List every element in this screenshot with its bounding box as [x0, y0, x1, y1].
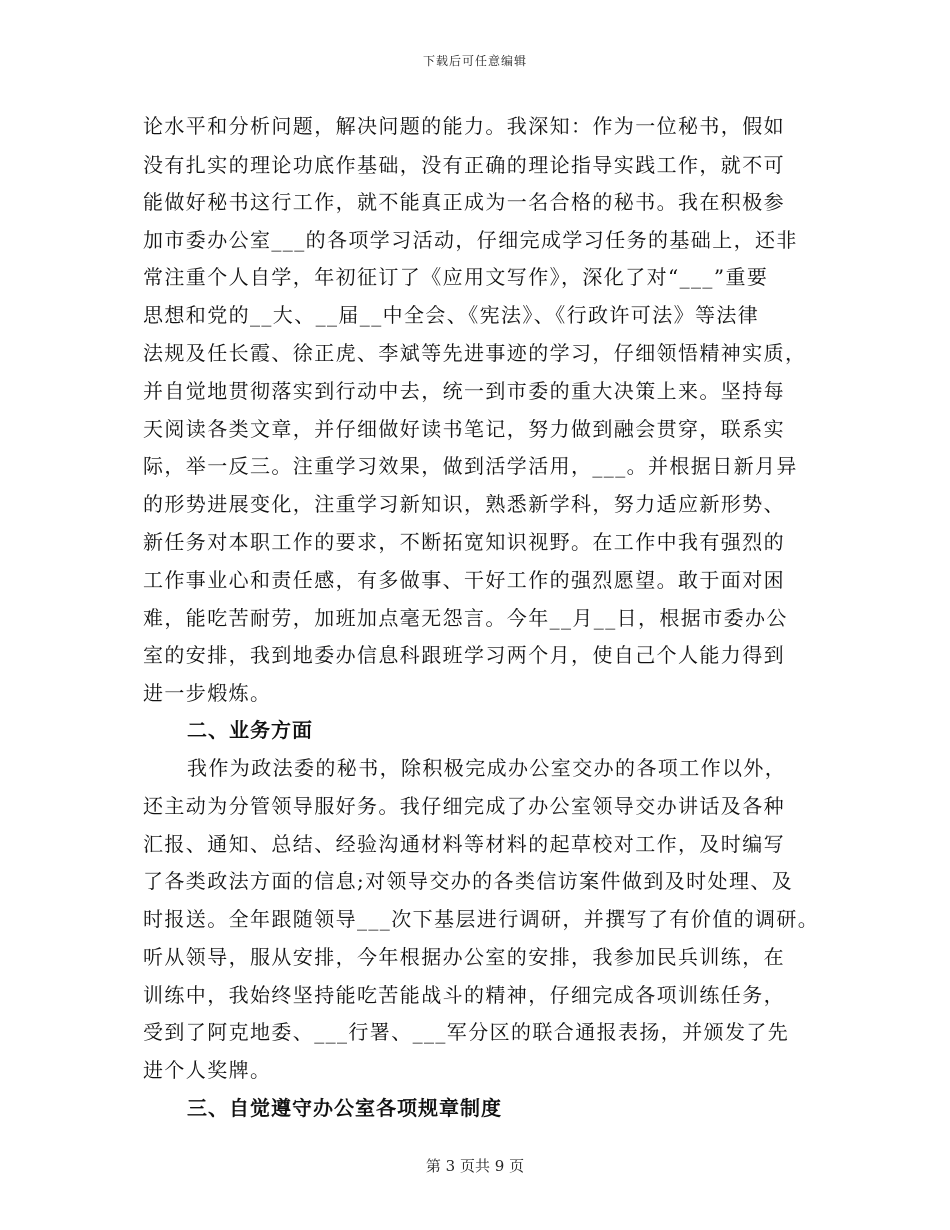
body-line: 听从领导，服从安排，今年根据办公室的安排，我参加民兵训练，在: [143, 945, 785, 969]
body-line: 思想和党的__大、__届__中全会、《宪法》、《行政许可法》等法律: [143, 303, 760, 327]
body-line: 了各类政法方面的信息;对领导交办的各类信访案件做到及时处理、及: [143, 869, 794, 893]
body-line: 训练中，我始终坚持能吃苦能战斗的精神，仔细完成各项训练任务，: [143, 983, 785, 1007]
body-line: 进一步煅炼。: [143, 681, 272, 705]
body-line: 的形势进展变化，注重学习新知识，熟悉新学科，努力适应新形势、: [143, 492, 785, 516]
body-line: 难，能吃苦耐劳，加班加点毫无怨言。今年__月__日，根据市委办公: [143, 606, 788, 630]
body-line: 时报送。全年跟随领导___次下基层进行调研，并撰写了有价值的调研。: [143, 907, 820, 931]
body-line: 工作事业心和责任感，有多做事、干好工作的强烈愿望。敢于面对困: [143, 568, 785, 592]
page-header: 下载后可任意编辑: [422, 54, 527, 68]
body-line: 加市委办公室___的各项学习活动，仔细完成学习任务的基础上，还非: [143, 228, 798, 252]
body-line: 受到了阿克地委、___行署、___军分区的联合通报表扬，并颁发了先: [143, 1020, 790, 1044]
body-line: 论水平和分析问题，解决问题的能力。我深知：作为一位秘书，假如: [143, 114, 785, 138]
body-line: 天阅读各类文章，并仔细做好读书笔记，努力做到融会贯穿，联系实: [143, 417, 785, 441]
body-line: 新任务对本职工作的要求，不断拓宽知识视野。在工作中我有强烈的: [143, 530, 785, 554]
body-line: 法规及任长霞、徐正虎、李斌等先进事迹的学习，仔细领悟精神实质，: [143, 341, 807, 365]
body-line: 室的安排，我到地委办信息科跟班学习两个月，使自己个人能力得到: [143, 643, 785, 667]
body-line: 我作为政法委的秘书，除积极完成办公室交办的各项工作以外，: [187, 756, 787, 780]
body-line: 际，举一反三。注重学习效果，做到活学活用，___。并根据日新月异: [143, 454, 798, 478]
body-line: 常注重个人自学，年初征订了《应用文写作》，深化了对“___”重要: [143, 265, 769, 289]
body-line: 没有扎实的理论功底作基础，没有正确的理论指导实践工作，就不可: [143, 153, 785, 177]
body-line: 能做好秘书这行工作，就不能真正成为一名合格的秘书。我在积极参: [143, 190, 785, 214]
body-line: 汇报、通知、总结、经验沟通材料等材料的起草校对工作，及时编写: [143, 832, 785, 856]
body-line: 进个人奖牌。: [143, 1058, 272, 1082]
page-number: 第 3 页共 9 页: [425, 1157, 525, 1175]
section-heading: 二、业务方面: [187, 718, 313, 742]
section-heading: 三、自觉遵守办公室各项规章制度: [187, 1096, 502, 1120]
body-line: 还主动为分管领导服好务。我仔细完成了办公室领导交办讲话及各种: [143, 794, 785, 818]
body-line: 并自觉地贯彻落实到行动中去，统一到市委的重大决策上来。坚持每: [143, 379, 785, 403]
